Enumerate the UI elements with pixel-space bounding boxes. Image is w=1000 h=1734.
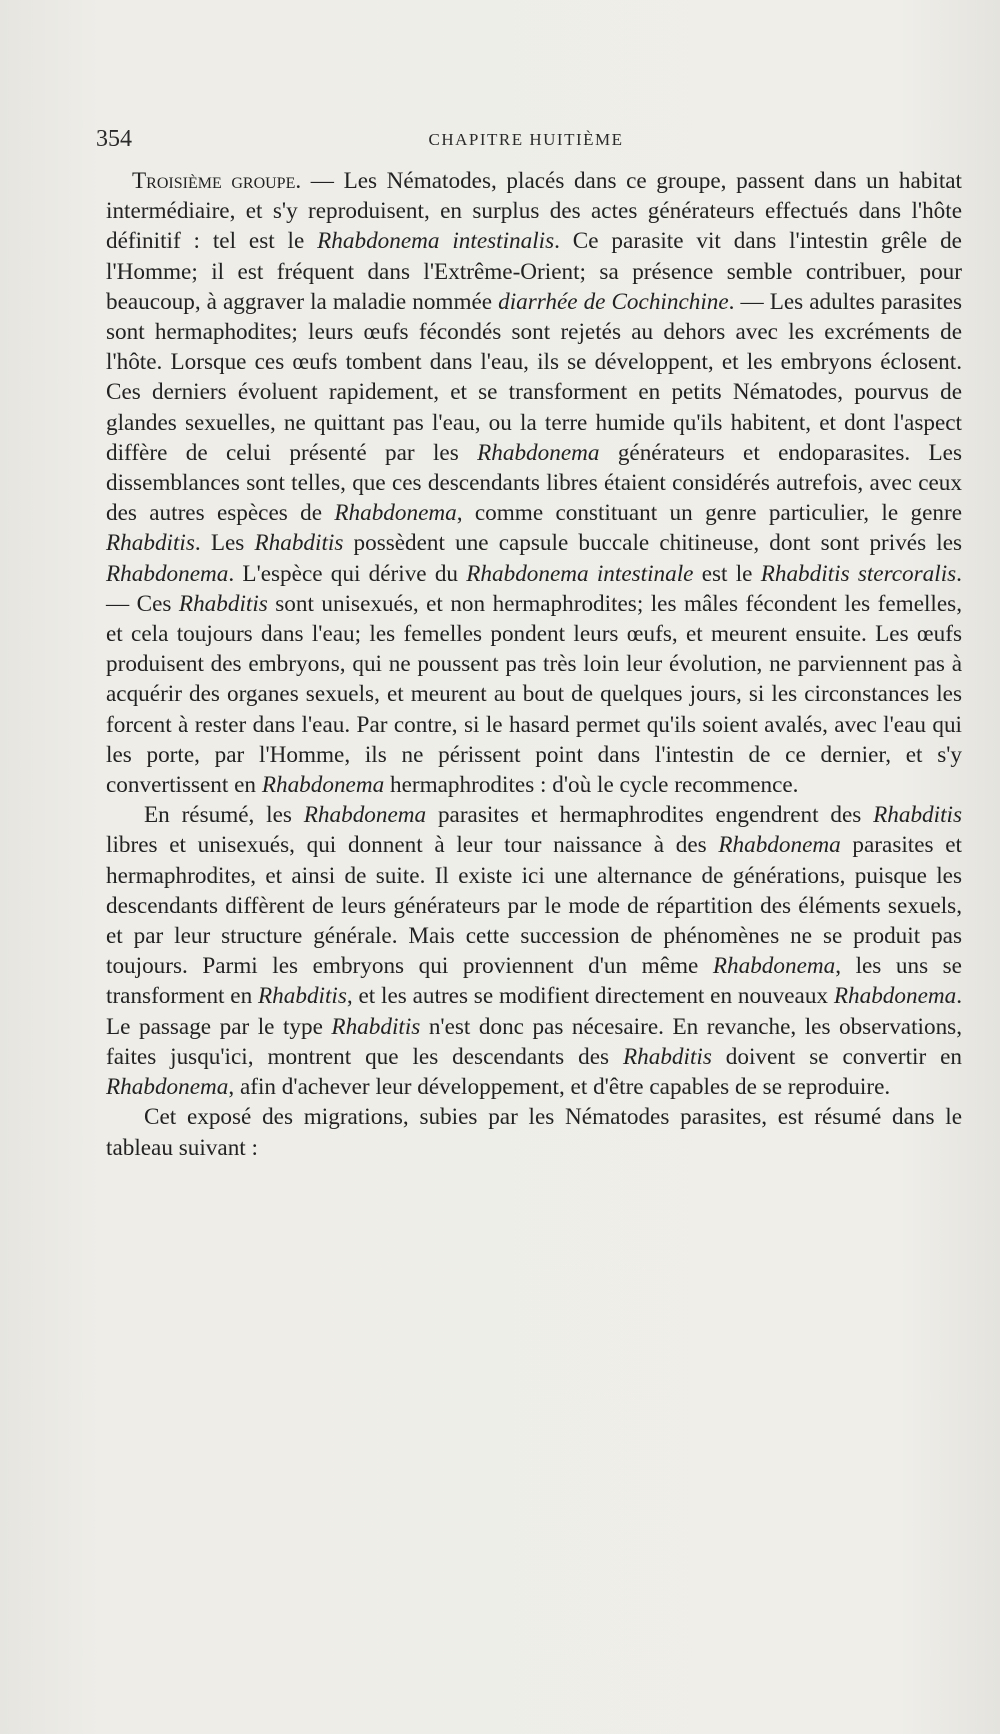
text-run: parasites et hermaphrodites engendrent des	[426, 802, 874, 829]
italic-term: Rhabdonema	[106, 560, 229, 587]
page-number: 354	[96, 126, 132, 152]
body-text	[106, 166, 962, 1163]
italic-term: Rhabdonema	[833, 983, 957, 1010]
italic-term: Rhabdonema	[712, 953, 836, 980]
italic-term: Rhabdonema	[261, 772, 385, 799]
italic-term: Rhabditis stercoralis	[760, 560, 957, 587]
paragraph	[106, 1102, 962, 1162]
text-run: générateurs et endoparasites. Les dissemblances sont telles, que ces descendants libres étaient considérés autrefois, avec ceux des autres espèces de	[106, 439, 962, 527]
italic-term: Rhabdonema intestinale	[466, 560, 694, 587]
italic-term: Rhabdonema	[303, 802, 427, 829]
italic-term: Rhabditis	[178, 590, 268, 617]
paragraph	[106, 166, 962, 800]
text-run: . — Ces	[106, 560, 962, 617]
text-run: possèdent une capsule buccale chitineuse, dont sont privés les	[343, 530, 963, 557]
text-run: sont unisexués, et non hermaphrodites; les mâles fécondent les femelles, et cela toujours dans l'eau; les femelles pondent leurs œufs, et meurent ensuite. Les œufs produisent des embryons, qui ne poussent pas très loin leur évolution, ne parviennent pas à acquérir des organes sexuels, et meurent au bout de quelques jours, si les circonstances les forcent à rester dans l'eau. Par contre, si le hasard permet qu'ils soient avalés, avec l'eau qui les porte, par l'Homme, ils ne périssent point dans l'intestin de ce dernier, et s'y convertissent en	[106, 590, 962, 799]
italic-term: Rhabditis	[106, 530, 195, 557]
text-run: Cet exposé des migrations, subies par les Nématodes parasites, est résumé dans le tableau suivant :	[106, 1104, 962, 1161]
text-run: En résumé, les	[144, 802, 304, 829]
text-run: parasites et hermaphrodites, et ainsi de suite. Il existe ici une alternance de générations, puisque les descendants diffèrent de leurs générateurs par le mode de répartition des éléments sexuels, et par leur structure générale. Mais cette succession de phénomènes ne se produit pas toujours. Parmi les embryons qui proviennent d'un même	[106, 832, 962, 980]
italic-term: Rhabditis	[258, 983, 347, 1010]
italic-term: Rhabdonema	[334, 500, 457, 527]
italic-term: Rhabdonema	[106, 1074, 229, 1101]
paragraph	[106, 800, 962, 1102]
text-run: . L'espèce qui dérive du	[228, 560, 467, 587]
text-run: doivent se convertir en	[711, 1043, 962, 1070]
running-title: CHAPITRE HUITIÈME	[428, 130, 624, 149]
italic-term: Rhabdonema	[477, 439, 600, 466]
text-run: . Ce parasite vit dans l'intestin grêle de l'Homme; il est fréquent dans l'Extrême-Orient; sa présence semble contribuer, pour beaucoup, à aggraver la maladie nommée	[106, 228, 962, 315]
text-run: , comme constituant un genre particulier, le genre	[456, 500, 962, 527]
text-run: , les uns se transforment en	[106, 953, 962, 1010]
text-run: . Le passage par le type	[106, 983, 962, 1040]
italic-term: Rhabditis	[254, 530, 344, 557]
text-run: . — Les adultes parasites sont hermaphodites; leurs œufs fécondés sont rejetés au dehors avec les excréments de l'hôte. Lorsque ces œufs tombent dans l'eau, ils se développent, et les embryons éclosent. Ces derniers évoluent rapidement, et se transforment en petits Nématodes, pourvus de glandes sexuelles, ne quittant pas l'eau, ou la terre humide qu'ils habitent, et dont l'aspect diffère de celui présenté par les	[106, 288, 963, 466]
italic-term: Rhabdonema	[718, 832, 841, 859]
italic-term: Rhabditis	[622, 1043, 712, 1070]
text-run: hermaphrodites : d'où le cycle recommence.	[384, 772, 799, 799]
text-run: , afin d'achever leur développement, et d'être capables de se reproduire.	[228, 1074, 891, 1101]
italic-term: Rhabditis	[331, 1013, 421, 1040]
text-run: est le	[693, 560, 761, 587]
text-run: — Les Nématodes, placés dans ce groupe, passent dans un habitat intermédiaire, et s'y reproduisent, en surplus des actes générateurs effectués dans l'hôte définitif : tel est le	[106, 168, 963, 255]
italic-term: Rhabdonema intestinalis	[317, 228, 555, 255]
text-run: , et les autres se modifient directement en nouveaux	[346, 983, 834, 1010]
italic-term: Rhabditis	[873, 802, 962, 829]
page-header	[96, 126, 956, 152]
text-run: . Les	[194, 530, 255, 557]
section-label: Troisième groupe.	[132, 168, 302, 194]
italic-term: diarrhée de Cochinchine	[498, 288, 729, 315]
text-run: n'est donc pas nécesaire. En revanche, les observations, faites jusqu'ici, montrent que les descendants des	[106, 1013, 962, 1070]
text-run: libres et unisexués, qui donnent à leur tour naissance à des	[106, 832, 719, 859]
